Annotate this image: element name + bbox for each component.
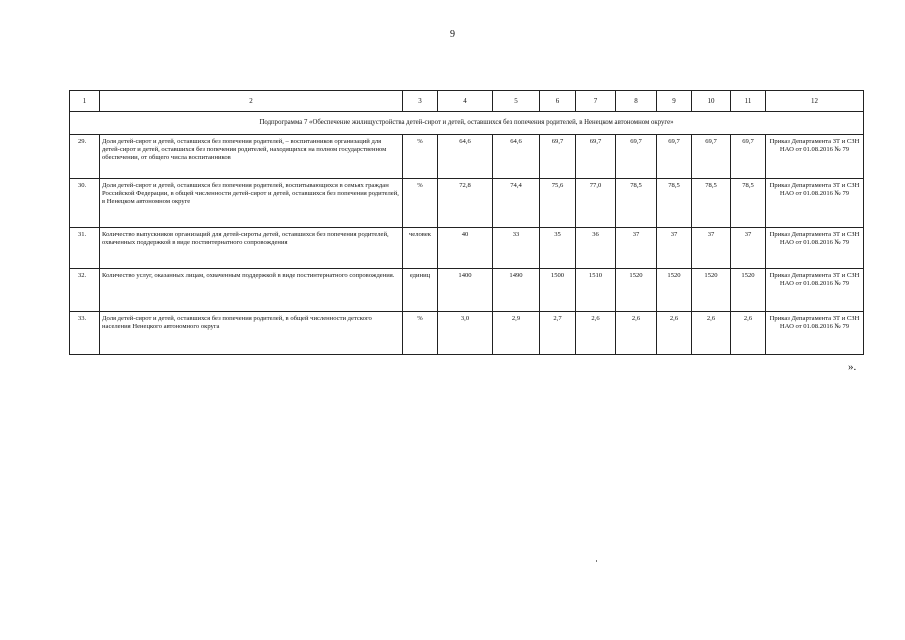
value-cell: 1520	[616, 269, 657, 312]
value-cell: 37	[731, 228, 766, 269]
subprogram-title: Подпрограмма 7 «Обеспечение жилищустройства детей-сирот и детей, оставшихся без попечения родителей, в Ненецком автономном округе»	[70, 112, 864, 135]
source-cell: Приказ Департамента ЗТ и СЗН НАО от 01.08.2016 № 79	[766, 312, 864, 355]
column-header: 6	[540, 91, 576, 112]
value-cell: 2,7	[540, 312, 576, 355]
indicator-name: Доля детей-сирот и детей, оставшихся без попечения родителей, воспитывающихся в семьях граждан Российской Федерации, в общей численности детей-сирот и детей, оставшихся без попечения родителей, в Ненецком автономном округе	[100, 179, 403, 228]
row-number: 33.	[70, 312, 100, 355]
value-cell: 37	[692, 228, 731, 269]
row-number: 30.	[70, 179, 100, 228]
value-cell: 69,7	[731, 135, 766, 179]
table-row	[70, 228, 864, 269]
column-header: 4	[438, 91, 493, 112]
value-cell: 74,4	[493, 179, 540, 228]
value-cell: 1500	[540, 269, 576, 312]
source-cell: Приказ Департамента ЗТ и СЗН НАО от 01.08.2016 № 79	[766, 269, 864, 312]
unit-cell: %	[403, 312, 438, 355]
table-row	[70, 135, 864, 179]
closing-quote: ».	[848, 361, 857, 373]
value-cell: 1520	[692, 269, 731, 312]
indicator-name: Количество услуг, оказанных лицам, охваченным поддержкой в виде постинтернатного сопровождения.	[100, 269, 403, 312]
value-cell: 78,5	[657, 179, 692, 228]
value-cell: 2,9	[493, 312, 540, 355]
indicator-name: Доля детей-сирот и детей, оставшихся без попечения родителей, в общей численности детского населения Ненецкого автономного округа	[100, 312, 403, 355]
unit-cell: человек	[403, 228, 438, 269]
scan-speck	[596, 560, 597, 562]
unit-cell: единиц	[403, 269, 438, 312]
value-cell: 2,6	[576, 312, 616, 355]
value-cell: 35	[540, 228, 576, 269]
column-header: 5	[493, 91, 540, 112]
value-cell: 72,8	[438, 179, 493, 228]
value-cell: 33	[493, 228, 540, 269]
page-number: 9	[450, 29, 455, 40]
value-cell: 69,7	[616, 135, 657, 179]
row-number: 31.	[70, 228, 100, 269]
value-cell: 69,7	[692, 135, 731, 179]
table-row	[70, 269, 864, 312]
value-cell: 69,7	[657, 135, 692, 179]
value-cell: 69,7	[576, 135, 616, 179]
column-header: 7	[576, 91, 616, 112]
column-header: 9	[657, 91, 692, 112]
column-header: 10	[692, 91, 731, 112]
value-cell: 69,7	[540, 135, 576, 179]
value-cell: 2,6	[616, 312, 657, 355]
value-cell: 2,6	[731, 312, 766, 355]
value-cell: 64,6	[438, 135, 493, 179]
value-cell: 75,6	[540, 179, 576, 228]
source-cell: Приказ Департамента ЗТ и СЗН НАО от 01.08.2016 № 79	[766, 179, 864, 228]
value-cell: 1400	[438, 269, 493, 312]
value-cell: 64,6	[493, 135, 540, 179]
value-cell: 78,5	[616, 179, 657, 228]
value-cell: 37	[616, 228, 657, 269]
value-cell: 36	[576, 228, 616, 269]
value-cell: 1520	[657, 269, 692, 312]
table-row	[70, 179, 864, 228]
row-number: 29.	[70, 135, 100, 179]
column-header: 11	[731, 91, 766, 112]
unit-cell: %	[403, 179, 438, 228]
column-header: 2	[100, 91, 403, 112]
source-cell: Приказ Департамента ЗТ и СЗН НАО от 01.08.2016 № 79	[766, 135, 864, 179]
value-cell: 2,6	[692, 312, 731, 355]
value-cell: 78,5	[692, 179, 731, 228]
indicators-table	[69, 90, 864, 355]
value-cell: 78,5	[731, 179, 766, 228]
value-cell: 37	[657, 228, 692, 269]
column-number-row	[70, 91, 864, 112]
source-cell: Приказ Департамента ЗТ и СЗН НАО от 01.08.2016 № 79	[766, 228, 864, 269]
table-row	[70, 312, 864, 355]
column-header: 3	[403, 91, 438, 112]
value-cell: 40	[438, 228, 493, 269]
column-header: 8	[616, 91, 657, 112]
indicator-name: Количество выпускников организаций для детей-сироты детей, оставшихся без попечения родителей, охваченных поддержкой в виде постинтернатного сопровождения	[100, 228, 403, 269]
unit-cell: %	[403, 135, 438, 179]
column-header: 1	[70, 91, 100, 112]
subprogram-row	[70, 112, 864, 135]
value-cell: 1510	[576, 269, 616, 312]
row-number: 32.	[70, 269, 100, 312]
indicator-name: Доля детей-сирот и детей, оставшихся без попечения родителей, – воспитанников организаций для детей-сирот и детей, оставшихся без попечения родителей, находящихся на полном государственном обеспечении, от общего числа воспитанников	[100, 135, 403, 179]
value-cell: 77,0	[576, 179, 616, 228]
value-cell: 3,0	[438, 312, 493, 355]
value-cell: 1520	[731, 269, 766, 312]
value-cell: 1490	[493, 269, 540, 312]
column-header: 12	[766, 91, 864, 112]
value-cell: 2,6	[657, 312, 692, 355]
